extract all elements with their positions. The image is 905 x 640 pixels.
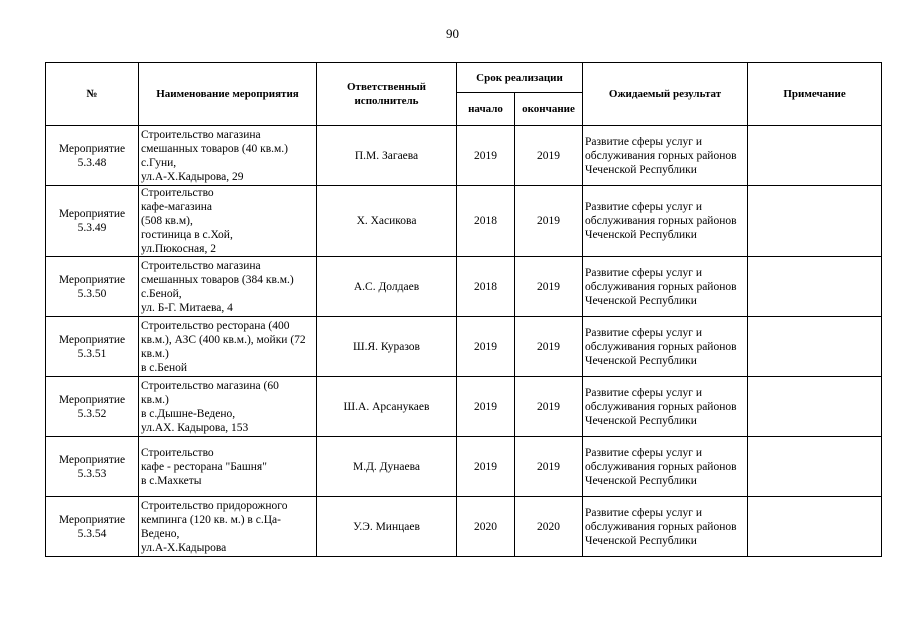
table-row — [46, 257, 882, 317]
measure-label: Мероприятие — [58, 393, 126, 406]
cell-name — [139, 437, 317, 497]
header-start: начало — [457, 93, 515, 126]
cell-name — [139, 186, 317, 257]
cell-note — [748, 257, 882, 317]
header-num: № — [46, 63, 139, 126]
name-line: смешанных товаров (384 кв.м.) — [141, 273, 294, 286]
name-line: Строительство ресторана (400 — [141, 319, 290, 332]
result-line: Чеченской Республики — [585, 474, 697, 487]
header-responsible-line1: Ответственный — [346, 81, 427, 93]
result-line: Развитие сферы услуг и — [585, 135, 703, 148]
result-line: Развитие сферы услуг и — [585, 506, 703, 519]
result-line: Развитие сферы услуг и — [585, 326, 703, 339]
name-line: в с.Махкеты — [141, 474, 202, 487]
name-line: (508 кв.м), — [141, 215, 193, 227]
name-line: смешанных товаров (40 кв.м.) — [141, 142, 288, 155]
name-line: кафе - ресторана "Башня" — [141, 460, 267, 473]
table-row — [46, 317, 882, 377]
cell-end: 2020 — [515, 497, 583, 557]
name-line: ул. Б-Г. Митаева, 4 — [141, 301, 233, 314]
cell-name — [139, 126, 317, 186]
header-responsible — [317, 63, 457, 126]
name-line: Строительство магазина — [141, 259, 261, 272]
cell-start: 2019 — [457, 437, 515, 497]
cell-note — [748, 437, 882, 497]
cell-end: 2019 — [515, 317, 583, 377]
cell-responsible: Ш.А. Арсанукаев — [317, 377, 457, 437]
cell-responsible: А.С. Долдаев — [317, 257, 457, 317]
result-line: Чеченской Республики — [585, 354, 697, 367]
cell-start: 2020 — [457, 497, 515, 557]
cell-responsible: У.Э. Минцаев — [317, 497, 457, 557]
measures-table — [45, 62, 882, 557]
measure-number: 5.3.52 — [77, 407, 107, 420]
cell-num — [46, 437, 139, 497]
cell-note — [748, 497, 882, 557]
result-line: Развитие сферы услуг и — [585, 386, 703, 399]
cell-num — [46, 126, 139, 186]
header-end: окончание — [515, 93, 583, 126]
cell-num — [46, 317, 139, 377]
cell-responsible: Ш.Я. Куразов — [317, 317, 457, 377]
cell-start: 2019 — [457, 377, 515, 437]
measure-number: 5.3.48 — [77, 156, 107, 169]
result-line: Чеченской Республики — [585, 294, 697, 307]
name-line: в с.Беной — [141, 361, 188, 374]
cell-note — [748, 126, 882, 186]
header-result: Ожидаемый результат — [583, 63, 748, 126]
measure-label: Мероприятие — [58, 142, 126, 155]
cell-name — [139, 317, 317, 377]
cell-num — [46, 497, 139, 557]
name-line: с.Беной, — [141, 287, 182, 300]
measure-label: Мероприятие — [58, 333, 126, 346]
measure-label: Мероприятие — [58, 453, 126, 466]
cell-note — [748, 377, 882, 437]
cell-end: 2019 — [515, 377, 583, 437]
cell-end: 2019 — [515, 126, 583, 186]
name-line: Ведено, — [141, 527, 180, 540]
cell-num — [46, 186, 139, 257]
cell-result — [583, 317, 748, 377]
result-line: обслуживания горных районов — [585, 340, 737, 353]
cell-start: 2019 — [457, 126, 515, 186]
measure-number: 5.3.53 — [77, 467, 107, 480]
measure-number: 5.3.54 — [77, 527, 107, 540]
cell-result — [583, 497, 748, 557]
measure-label: Мероприятие — [58, 513, 126, 526]
name-line: кв.м.) — [141, 347, 169, 360]
table-row — [46, 186, 882, 257]
name-line: гостиница в с.Хой, — [141, 229, 233, 241]
cell-name — [139, 377, 317, 437]
name-line: Строительство магазина — [141, 128, 261, 141]
cell-responsible: М.Д. Дунаева — [317, 437, 457, 497]
header-responsible-line2: исполнитель — [354, 95, 419, 107]
name-line: в с.Дышне-Ведено, — [141, 407, 236, 420]
result-line: Чеченской Республики — [585, 414, 697, 427]
name-line: ул.А-Х.Кадырова, 29 — [141, 170, 244, 183]
name-line: Строительство придорожного — [141, 499, 288, 512]
cell-result — [583, 186, 748, 257]
cell-responsible: П.М. Загаева — [317, 126, 457, 186]
cell-note — [748, 186, 882, 257]
header-note: Примечание — [748, 63, 882, 126]
measure-label: Мероприятие — [58, 273, 126, 286]
name-line: ул.Пюкосная, 2 — [141, 243, 216, 255]
result-line: обслуживания горных районов — [585, 520, 737, 533]
cell-result — [583, 377, 748, 437]
name-line: с.Гуни, — [141, 156, 177, 169]
header-name: Наименование мероприятия — [139, 63, 317, 126]
table-row — [46, 437, 882, 497]
measure-number: 5.3.50 — [77, 287, 107, 300]
cell-start: 2018 — [457, 257, 515, 317]
cell-result — [583, 126, 748, 186]
result-line: обслуживания горных районов — [585, 280, 737, 293]
measure-label: Мероприятие — [58, 208, 126, 220]
cell-note — [748, 317, 882, 377]
cell-num — [46, 257, 139, 317]
result-line: Развитие сферы услуг и — [585, 446, 703, 459]
cell-end: 2019 — [515, 257, 583, 317]
name-line: кв.м.) — [141, 393, 169, 406]
result-line: обслуживания горных районов — [585, 460, 737, 473]
cell-responsible: Х. Хасикова — [317, 186, 457, 257]
cell-end: 2019 — [515, 186, 583, 257]
result-line: Развитие сферы услуг и — [585, 266, 703, 279]
result-line: Чеченской Республики — [585, 534, 697, 547]
result-line: обслуживания горных районов — [585, 400, 737, 413]
cell-num — [46, 377, 139, 437]
measure-number: 5.3.49 — [77, 222, 107, 234]
table-row — [46, 497, 882, 557]
name-line: кв.м.), АЗС (400 кв.м.), мойки (72 — [141, 333, 306, 346]
result-line: Чеченской Республики — [585, 229, 697, 241]
name-line: кемпинга (120 кв. м.) в с.Ца- — [141, 513, 281, 526]
cell-result — [583, 437, 748, 497]
name-line: ул.А-Х.Кадырова — [141, 541, 227, 554]
cell-name — [139, 257, 317, 317]
table-body — [46, 126, 882, 557]
header-period: Срок реализации — [457, 63, 583, 93]
cell-start: 2018 — [457, 186, 515, 257]
page-number: 90 — [446, 26, 459, 41]
cell-start: 2019 — [457, 317, 515, 377]
result-line: Развитие сферы услуг и — [585, 201, 703, 213]
result-line: обслуживания горных районов — [585, 149, 737, 162]
table-row — [46, 377, 882, 437]
name-line: ул.АХ. Кадырова, 153 — [141, 421, 249, 434]
name-line: кафе-магазина — [141, 201, 212, 213]
table-row — [46, 126, 882, 186]
cell-name — [139, 497, 317, 557]
header-row — [46, 63, 882, 93]
cell-end: 2019 — [515, 437, 583, 497]
name-line: Строительство — [141, 187, 214, 199]
name-line: Строительство магазина (60 — [141, 379, 279, 392]
measure-number: 5.3.51 — [77, 347, 107, 360]
cell-result — [583, 257, 748, 317]
name-line: Строительство — [141, 446, 214, 459]
result-line: обслуживания горных районов — [585, 215, 737, 227]
result-line: Чеченской Республики — [585, 163, 697, 176]
